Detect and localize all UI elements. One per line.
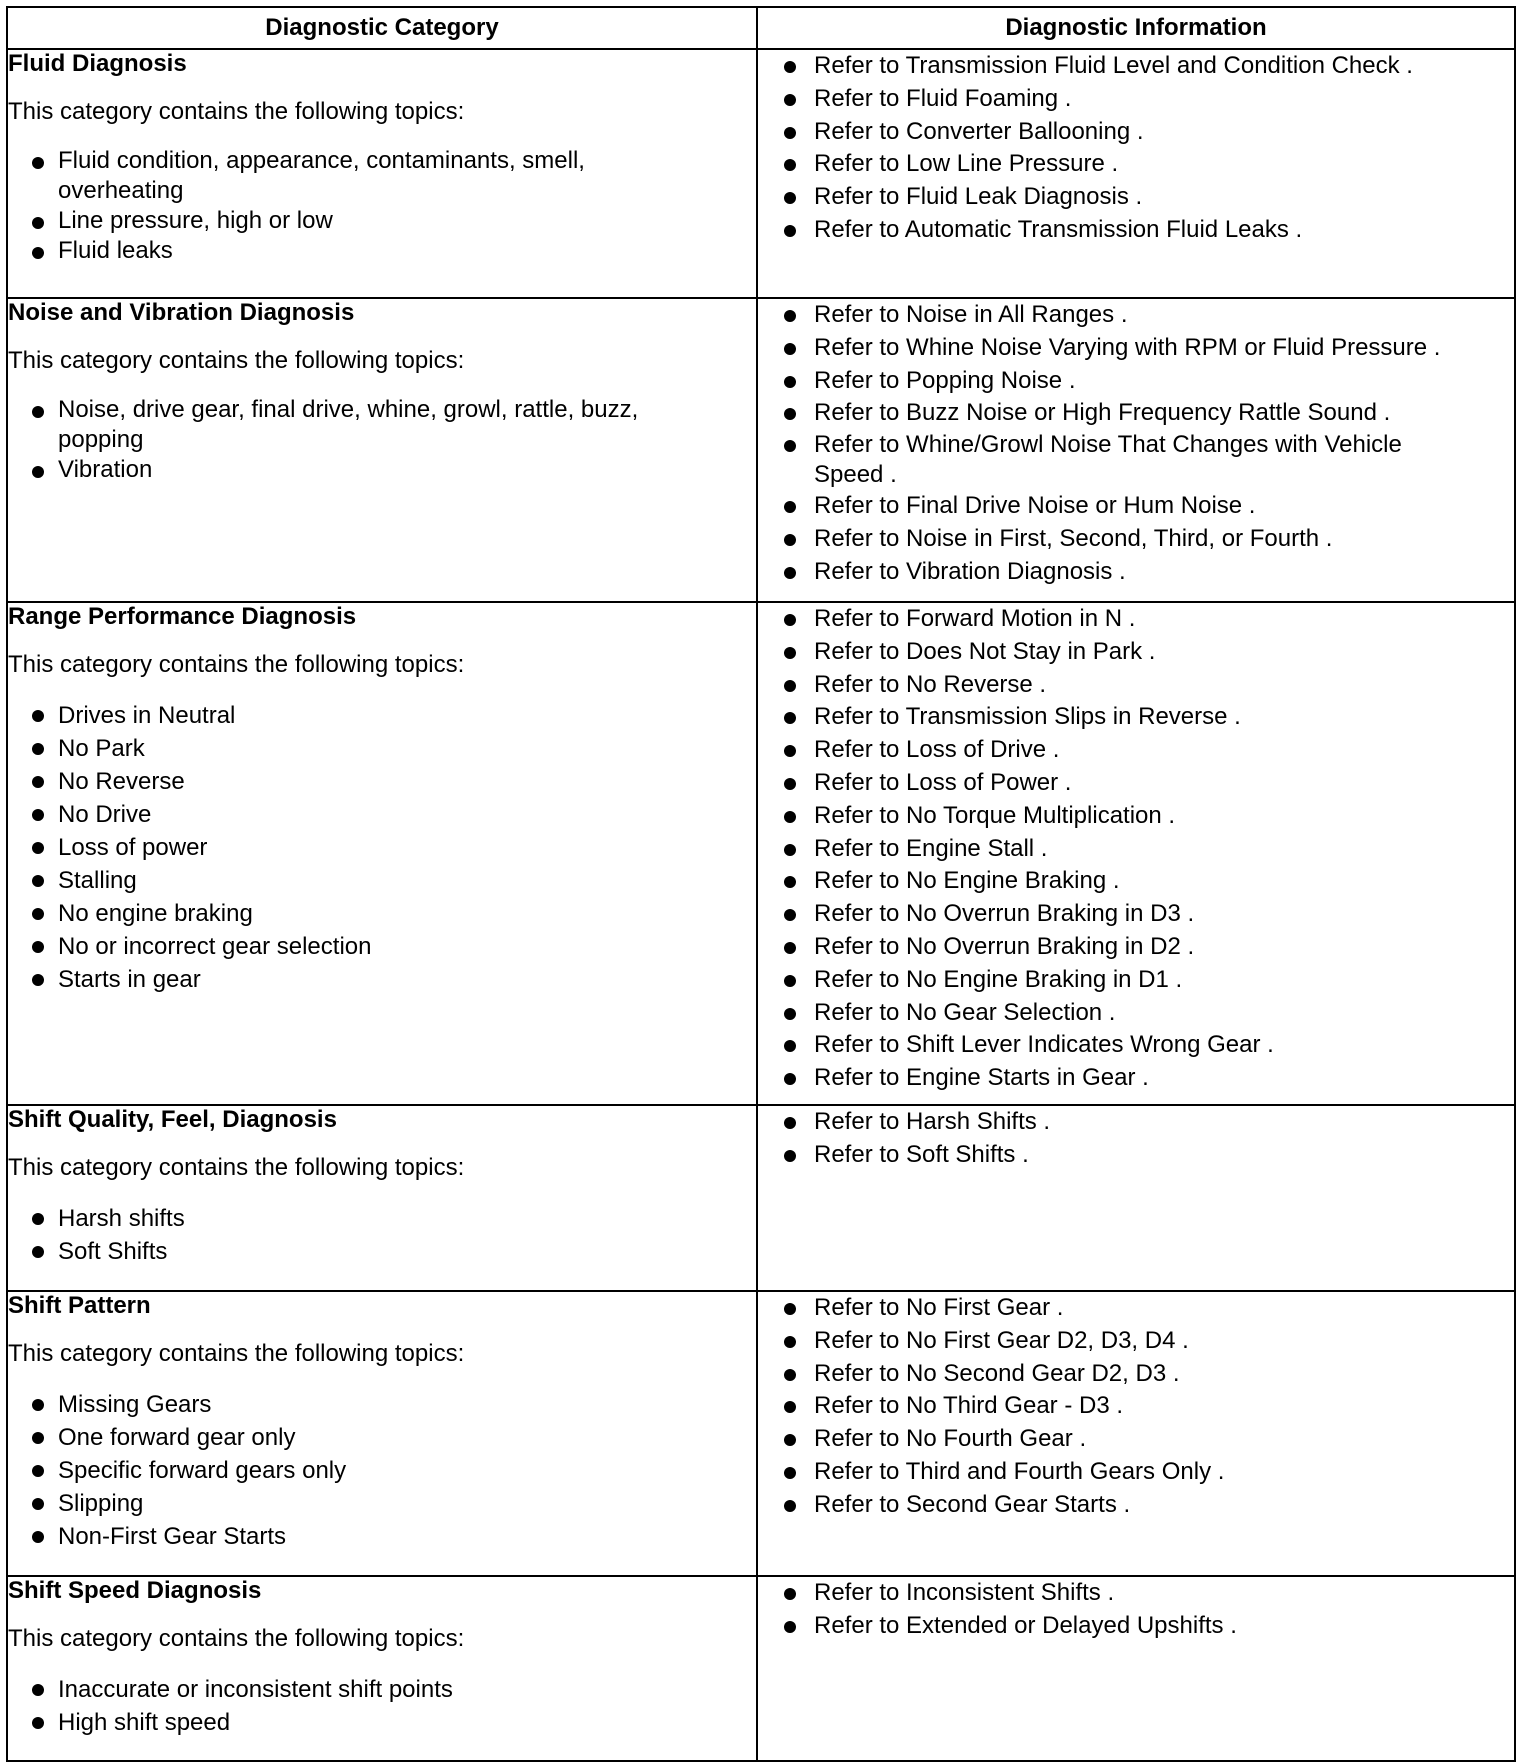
reference-link[interactable]: Refer to Converter Ballooning . <box>758 116 1514 149</box>
topic-item: Fluid condition, appearance, contaminants, smell, overheating <box>8 146 756 206</box>
topic-item: Stalling <box>8 864 756 897</box>
category-title: Range Performance Diagnosis <box>8 603 357 630</box>
topic-item: High shift speed <box>8 1706 756 1739</box>
table-row <box>7 602 1515 1105</box>
reference-link[interactable]: Refer to Noise in All Ranges . <box>758 299 1514 332</box>
topic-list <box>8 699 756 996</box>
category-intro: This category contains the following topics: <box>8 1340 465 1367</box>
category-cell <box>7 1105 757 1291</box>
category-intro: This category contains the following topics: <box>8 98 465 125</box>
topic-item: Starts in gear <box>8 963 756 996</box>
category-cell <box>7 602 757 1105</box>
category-cell <box>7 1576 757 1761</box>
reference-link[interactable]: Refer to Transmission Slips in Reverse . <box>758 701 1514 734</box>
topic-list <box>8 1202 756 1268</box>
reference-link[interactable]: Refer to Fluid Foaming . <box>758 83 1514 116</box>
header-diagnostic-information: Diagnostic Information <box>757 7 1515 49</box>
reference-link[interactable]: Refer to Shift Lever Indicates Wrong Gear . <box>758 1029 1514 1062</box>
category-intro: This category contains the following topics: <box>8 1625 465 1652</box>
diagnostic-table <box>6 6 1516 1762</box>
category-title: Fluid Diagnosis <box>8 50 187 77</box>
topic-item: Drives in Neutral <box>8 699 756 732</box>
reference-link[interactable]: Refer to Engine Stall . <box>758 833 1514 866</box>
topic-item: Noise, drive gear, final drive, whine, growl, rattle, buzz, popping <box>8 395 756 455</box>
topic-item: Slipping <box>8 1487 756 1520</box>
reference-link[interactable]: Refer to No Second Gear D2, D3 . <box>758 1358 1514 1391</box>
info-cell <box>757 298 1515 602</box>
table-row <box>7 1291 1515 1576</box>
reference-link[interactable]: Refer to Soft Shifts . <box>758 1139 1514 1172</box>
topic-item: Non-First Gear Starts <box>8 1520 756 1553</box>
topic-item: Fluid leaks <box>8 236 756 266</box>
reference-link[interactable]: Refer to Transmission Fluid Level and Condition Check . <box>758 50 1514 83</box>
topic-list <box>8 146 756 266</box>
reference-list <box>758 299 1514 589</box>
category-title: Shift Speed Diagnosis <box>8 1577 262 1604</box>
reference-link[interactable]: Refer to Loss of Drive . <box>758 734 1514 767</box>
topic-item: No engine braking <box>8 897 756 930</box>
reference-link[interactable]: Refer to Second Gear Starts . <box>758 1489 1514 1522</box>
info-cell <box>757 1291 1515 1576</box>
reference-link[interactable]: Refer to Automatic Transmission Fluid Leaks . <box>758 214 1514 247</box>
topic-item: Harsh shifts <box>8 1202 756 1235</box>
category-intro: This category contains the following topics: <box>8 347 465 374</box>
table-row <box>7 1105 1515 1291</box>
info-cell <box>757 602 1515 1105</box>
reference-link[interactable]: Refer to Harsh Shifts . <box>758 1106 1514 1139</box>
reference-link[interactable]: Refer to Noise in First, Second, Third, or Fourth . <box>758 523 1514 556</box>
reference-link[interactable]: Refer to No Fourth Gear . <box>758 1423 1514 1456</box>
reference-list <box>758 1106 1514 1172</box>
category-title: Noise and Vibration Diagnosis <box>8 299 355 326</box>
reference-link[interactable]: Refer to No Overrun Braking in D2 . <box>758 931 1514 964</box>
topic-item: No or incorrect gear selection <box>8 930 756 963</box>
reference-link[interactable]: Refer to No Engine Braking in D1 . <box>758 964 1514 997</box>
topic-list <box>8 395 756 485</box>
reference-link[interactable]: Refer to No Third Gear - D3 . <box>758 1390 1514 1423</box>
reference-link[interactable]: Refer to Buzz Noise or High Frequency Rattle Sound . <box>758 397 1514 430</box>
topic-list <box>8 1673 756 1739</box>
info-cell <box>757 1105 1515 1291</box>
category-title: Shift Quality, Feel, Diagnosis <box>8 1106 337 1133</box>
category-cell <box>7 49 757 298</box>
category-intro: This category contains the following topics: <box>8 1154 465 1181</box>
reference-link[interactable]: Refer to Whine Noise Varying with RPM or Fluid Pressure . <box>758 332 1514 365</box>
reference-list <box>758 50 1514 247</box>
reference-link[interactable]: Refer to Forward Motion in N . <box>758 603 1514 636</box>
info-cell <box>757 49 1515 298</box>
topic-list <box>8 1388 756 1553</box>
header-row <box>7 7 1515 49</box>
reference-link[interactable]: Refer to No Reverse . <box>758 669 1514 702</box>
reference-link[interactable]: Refer to No Overrun Braking in D3 . <box>758 898 1514 931</box>
reference-link[interactable]: Refer to No First Gear . <box>758 1292 1514 1325</box>
topic-item: Line pressure, high or low <box>8 206 756 236</box>
reference-link[interactable]: Refer to Loss of Power . <box>758 767 1514 800</box>
table-row <box>7 298 1515 602</box>
reference-link[interactable]: Refer to Popping Noise . <box>758 365 1514 398</box>
topic-item: Inaccurate or inconsistent shift points <box>8 1673 756 1706</box>
topic-item: Loss of power <box>8 831 756 864</box>
topic-item: No Reverse <box>8 765 756 798</box>
reference-link[interactable]: Refer to Does Not Stay in Park . <box>758 636 1514 669</box>
reference-list <box>758 1577 1514 1643</box>
topic-item: Specific forward gears only <box>8 1454 756 1487</box>
info-cell <box>757 1576 1515 1761</box>
table-row <box>7 49 1515 298</box>
reference-link[interactable]: Refer to Fluid Leak Diagnosis . <box>758 181 1514 214</box>
reference-link[interactable]: Refer to Low Line Pressure . <box>758 148 1514 181</box>
reference-link[interactable]: Refer to Engine Starts in Gear . <box>758 1062 1514 1095</box>
category-cell <box>7 298 757 602</box>
category-intro: This category contains the following topics: <box>8 651 465 678</box>
topic-item: Missing Gears <box>8 1388 756 1421</box>
table-row <box>7 1576 1515 1761</box>
reference-link[interactable]: Refer to Extended or Delayed Upshifts . <box>758 1610 1514 1643</box>
reference-link[interactable]: Refer to Vibration Diagnosis . <box>758 556 1514 589</box>
category-cell <box>7 1291 757 1576</box>
reference-link[interactable]: Refer to No First Gear D2, D3, D4 . <box>758 1325 1514 1358</box>
topic-item: No Park <box>8 732 756 765</box>
reference-link[interactable]: Refer to Third and Fourth Gears Only . <box>758 1456 1514 1489</box>
reference-link[interactable]: Refer to No Torque Multiplication . <box>758 800 1514 833</box>
reference-link[interactable]: Refer to No Engine Braking . <box>758 865 1514 898</box>
topic-item: One forward gear only <box>8 1421 756 1454</box>
topic-item: Soft Shifts <box>8 1235 756 1268</box>
reference-link[interactable]: Refer to Whine/Growl Noise That Changes with Vehicle Speed . <box>758 430 1514 490</box>
reference-link[interactable]: Refer to No Gear Selection . <box>758 997 1514 1030</box>
reference-list <box>758 603 1514 1095</box>
header-diagnostic-category: Diagnostic Category <box>7 7 757 49</box>
category-title: Shift Pattern <box>8 1292 151 1319</box>
reference-link[interactable]: Refer to Final Drive Noise or Hum Noise . <box>758 490 1514 523</box>
reference-link[interactable]: Refer to Inconsistent Shifts . <box>758 1577 1514 1610</box>
reference-list <box>758 1292 1514 1522</box>
topic-item: No Drive <box>8 798 756 831</box>
topic-item: Vibration <box>8 455 756 485</box>
